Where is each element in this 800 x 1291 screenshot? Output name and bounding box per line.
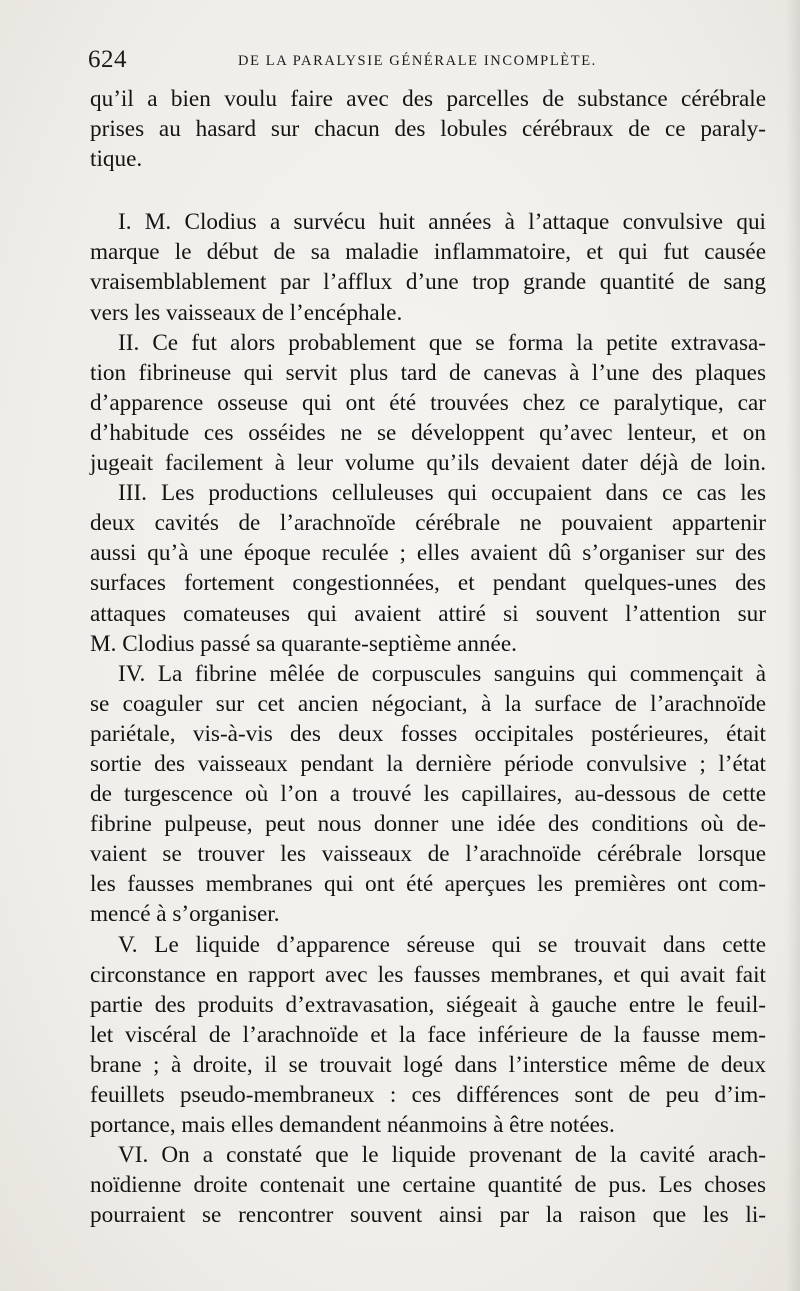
text-line: circonstance en rapport avec les fausses membranes, et qui avait fait — [90, 961, 766, 988]
text-line: les fausses membranes qui ont été aperçues les premières ont com- — [90, 871, 766, 898]
text-line: d’habitude ces osséides ne se développent qu’avec lenteur, et on — [90, 419, 766, 446]
text-line: de turgescence où l’on a trouvé les capillaires, au-dessous de cette — [90, 781, 766, 808]
text-line: tion fibrineuse qui servit plus tard de canevas à l’une des plaques — [90, 359, 766, 386]
text-line: vraisemblablement par l’afflux d’une trop grande quantité de sang — [90, 269, 766, 296]
text-line: vers les vaisseaux de l’encéphale. — [90, 299, 403, 326]
text-line: portance, mais elles demandent néanmoins à être notées. — [90, 1112, 615, 1139]
page-edge-shadow — [786, 0, 800, 1291]
text-line: qu’il a bien voulu faire avec des parcelles de substance cérébrale — [90, 86, 766, 112]
text-line: deux cavités de l’arachnoïde cérébrale ne pouvaient appartenir — [90, 510, 766, 537]
text-line: brane ; à droite, il se trouvait logé dans l’interstice même de deux — [90, 1051, 766, 1078]
text-line: let viscéral de l’arachnoïde et la face inférieure de la fausse mem- — [90, 1021, 766, 1048]
paragraph-vi-line: VI. On a constaté que le liquide provenant de la cavité arach- — [118, 1142, 766, 1169]
text-line: partie des produits d’extravasation, siégeait à gauche entre le feuil- — [90, 991, 766, 1018]
running-title: DE LA PARALYSIE GÉNÉRALE INCOMPLÈTE. — [238, 53, 597, 69]
page-number: 624 — [88, 46, 127, 73]
text-line: feuillets pseudo-membraneux : ces différences sont de peu d’im- — [90, 1082, 766, 1108]
text-line: d’apparence osseuse qui ont été trouvées chez ce paralytique, car — [90, 389, 766, 416]
text-line: fibrine pulpeuse, peut nous donner une idée des conditions où de- — [90, 811, 766, 838]
text-line: tique. — [90, 146, 143, 173]
paragraph-iv-line: IV. La fibrine mêlée de corpuscules sanguins qui commençait à — [118, 660, 766, 687]
text-line: jugeait facilement à leur volume qu’ils devaient dater déjà de loin. — [90, 450, 766, 477]
text-line: vaient se trouver les vaisseaux de l’arachnoïde cérébrale lorsque — [90, 841, 766, 868]
text-line: pariétale, vis-à-vis des deux fosses occipitales postérieures, était — [90, 720, 766, 747]
page-header — [88, 46, 768, 74]
text-line: sortie des vaisseaux pendant la dernière période convulsive ; l’état — [90, 750, 766, 777]
text-line: attaques comateuses qui avaient attiré si souvent l’attention sur — [90, 600, 766, 627]
paragraph-gap — [90, 174, 766, 207]
text-line: pourraient se rencontrer souvent ainsi par la raison que les li- — [90, 1202, 766, 1229]
paragraph-ii-line: II. Ce fut alors probablement que se forma la petite extravasa- — [118, 329, 766, 356]
paragraph-iii-line: III. Les productions celluleuses qui occupaient dans ce cas les — [118, 480, 766, 507]
text-line: noïdienne droite contenait une certaine quantité de pus. Les choses — [90, 1172, 766, 1199]
text-line: mencé à s’organiser. — [90, 901, 280, 928]
text-line: aussi qu’à une époque reculée ; elles avaient dû s’organiser sur des — [90, 540, 766, 567]
paragraph-v-line: V. Le liquide d’apparence séreuse qui se trouvait dans cette — [118, 931, 766, 958]
text-line: marque le début de sa maladie inflammatoire, et qui fut causée — [90, 239, 766, 266]
text-line: surfaces fortement congestionnées, et pendant quelques-unes des — [90, 570, 766, 597]
text-line: se coaguler sur cet ancien négociant, à la surface de l’arachnoïde — [90, 690, 766, 717]
text-line: M. Clodius passé sa quarante-septième année. — [90, 630, 517, 657]
paragraph-i-line: I. M. Clodius a survécu huit années à l’attaque convulsive qui — [118, 209, 766, 236]
body-text — [90, 84, 766, 1230]
text-line: prises au hasard sur chacun des lobules cérébraux de ce paraly- — [90, 116, 766, 143]
